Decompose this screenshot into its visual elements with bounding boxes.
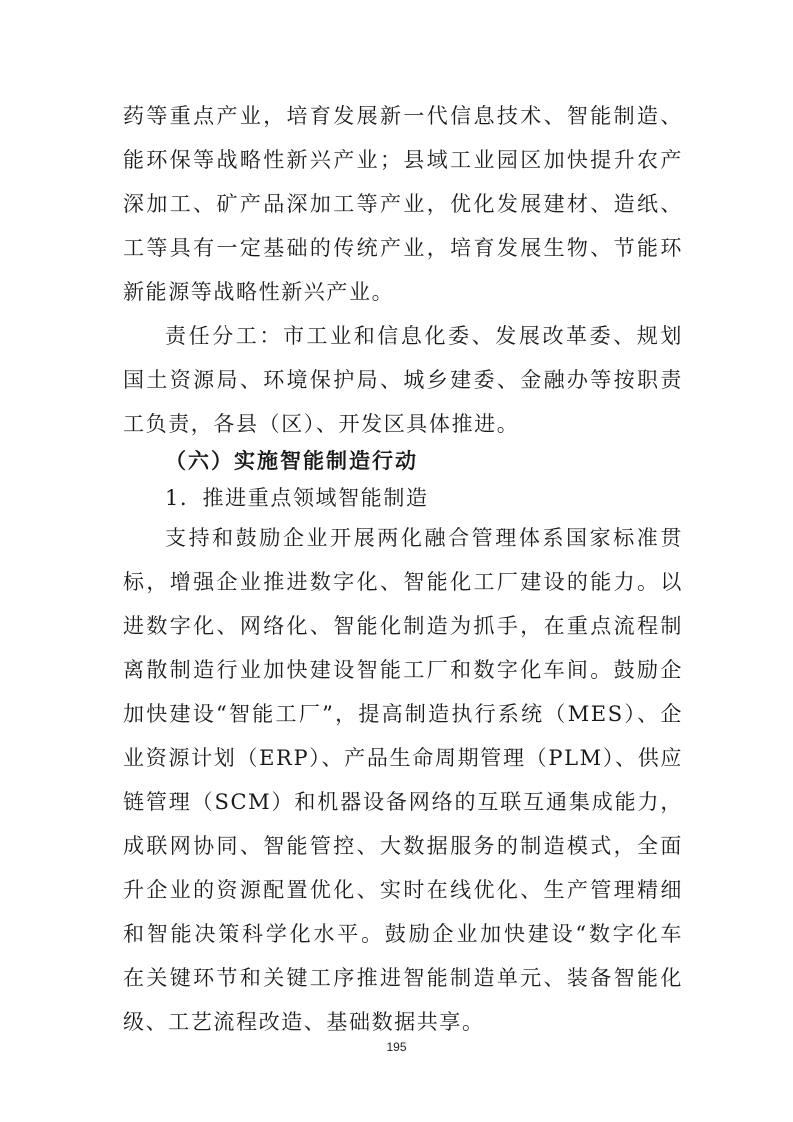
paragraph-3-line-4: 离散制造行业加快建设智能工厂和数字化车间。鼓励企	[123, 658, 683, 682]
paragraph-1-line-3: 深加工、矿产品深加工等产业，优化发展建材、造纸、	[123, 192, 683, 216]
paragraph-1-line-5: 新能源等战略性新兴产业。	[123, 280, 395, 304]
section-heading: （六）实施智能制造行动	[165, 448, 418, 473]
subsection-heading: 1．推进重点领域智能制造	[165, 486, 429, 510]
paragraph-3-line-11: 在关键环节和关键工序推进智能制造单元、装备智能化	[123, 966, 683, 990]
paragraph-1-line-2: 能环保等战略性新兴产业；县域工业园区加快提升农产	[123, 148, 683, 172]
page-number: 195	[386, 1040, 407, 1054]
paragraph-1-line-4: 工等具有一定基础的传统产业，培育发展生物、节能环	[123, 236, 683, 260]
paragraph-3-line-1: 支持和鼓励企业开展两化融合管理体系国家标准贯	[165, 526, 683, 550]
paragraph-2-line-3: 工负责，各县（区）、开发区具体推进。	[123, 412, 520, 436]
paragraph-3-line-10: 和智能决策科学化水平。鼓励企业加快建设“数字化车	[123, 922, 683, 946]
paragraph-3-line-8: 成联网协同、智能管控、大数据服务的制造模式，全面	[123, 834, 683, 858]
paragraph-3-line-3: 进数字化、网络化、智能化制造为抓手，在重点流程制	[123, 614, 683, 638]
paragraph-2-line-2: 国土资源局、环境保护局、城乡建委、金融办等按职责	[123, 368, 683, 392]
paragraph-2-line-1: 责任分工：市工业和信息化委、发展改革委、规划	[165, 324, 683, 348]
paragraph-3-line-9: 升企业的资源配置优化、实时在线优化、生产管理精细	[123, 878, 683, 902]
paragraph-1-line-1: 药等重点产业，培育发展新一代信息技术、智能制造、	[123, 104, 683, 128]
paragraph-3-line-2: 标，增强企业推进数字化、智能化工厂建设的能力。以	[123, 570, 683, 594]
paragraph-3-line-6: 业资源计划（ERP）、产品生命周期管理（PLM）、供应	[123, 746, 683, 770]
paragraph-3-line-7: 链管理（SCM）和机器设备网络的互联互通集成能力，	[123, 790, 683, 814]
paragraph-3-line-5: 加快建设“智能工厂”，提高制造执行系统（MES）、企	[123, 702, 683, 726]
paragraph-3-line-12: 级、工艺流程改造、基础数据共享。	[123, 1010, 485, 1034]
